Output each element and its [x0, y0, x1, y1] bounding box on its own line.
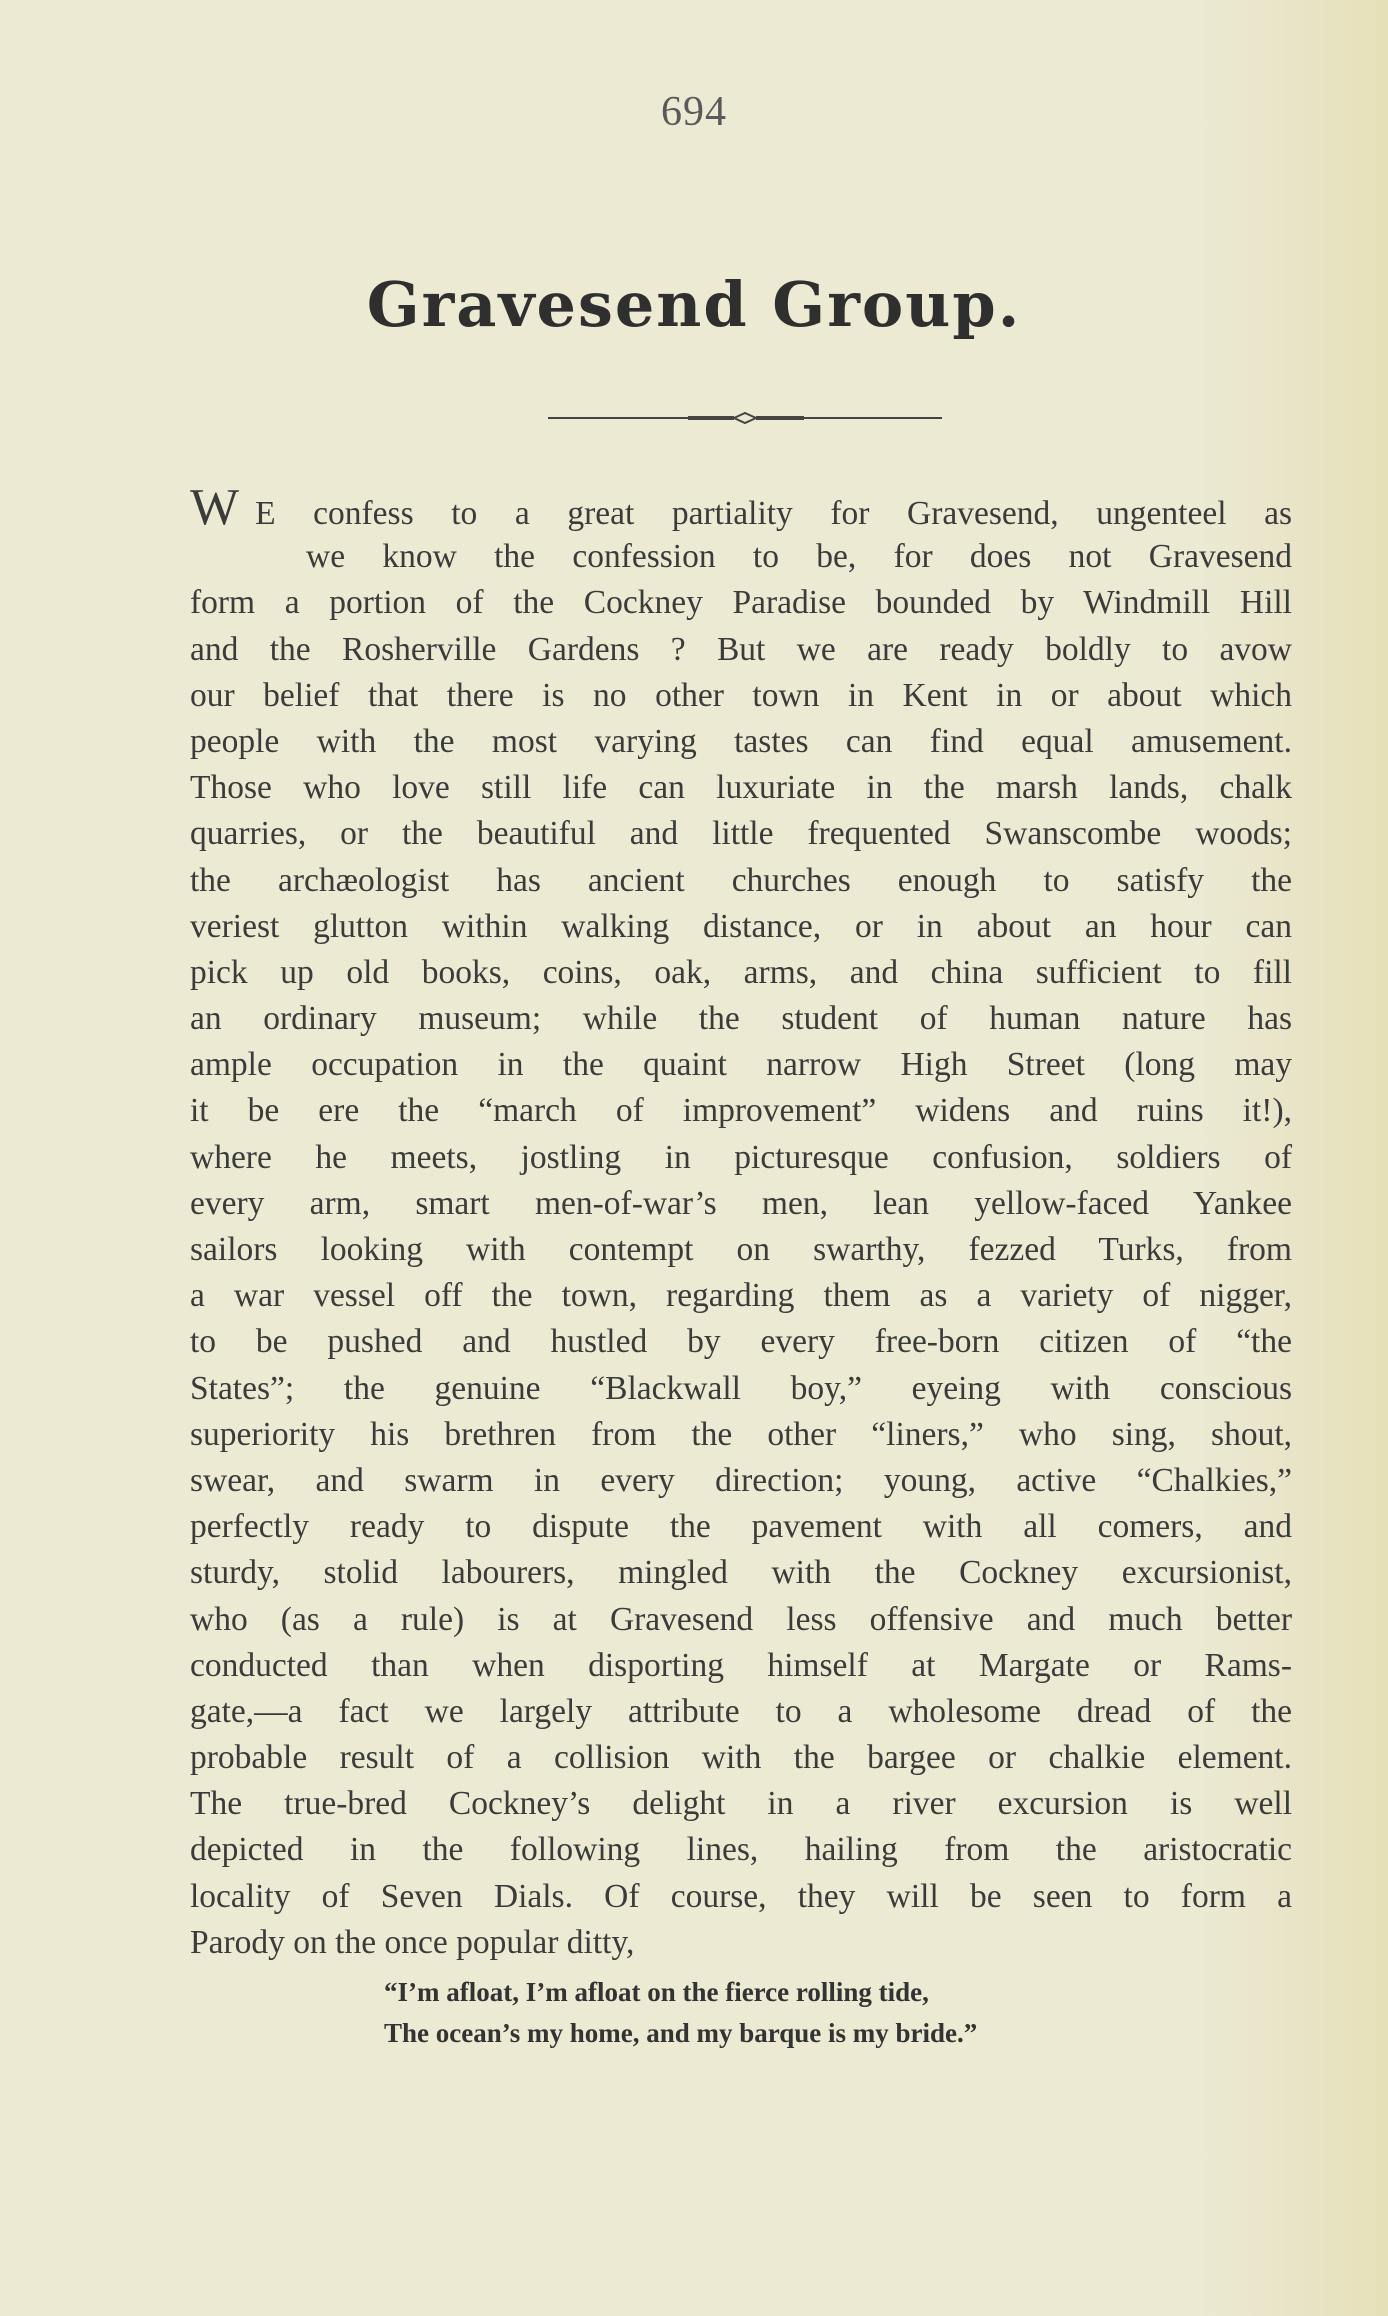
article-line: States”; the genuine “Blackwall boy,” eyeing with conscious — [190, 1369, 1292, 1407]
article-line: it be ere the “march of improvement” widens and ruins it!), — [190, 1092, 1292, 1130]
page-number: 694 — [661, 89, 727, 135]
verse-line: The ocean’s my home, and my barque is my bride.” — [384, 2018, 978, 2048]
article-line: to be pushed and hustled by every free-born citizen of “the — [190, 1323, 1292, 1361]
article-line: our belief that there is no other town in Kent in or about which — [190, 676, 1292, 714]
article-line: every arm, smart men-of-war’s men, lean yellow-faced Yankee — [190, 1184, 1292, 1222]
article-body — [190, 479, 1292, 1966]
article-line: who (as a rule) is at Gravesend less offensive and much better — [190, 1600, 1292, 1638]
article-line: an ordinary museum; while the student of human nature has — [190, 1000, 1292, 1038]
article-line: superiority his brethren from the other “liners,” who sing, shout, — [190, 1415, 1292, 1453]
article-line: Parody on the once popular ditty, — [190, 1923, 635, 1961]
article-line: probable result of a collision with the bargee or chalkie element. — [190, 1739, 1292, 1777]
article-line: W E confess to a great partiality for Gravesend, ungenteel as — [190, 479, 1292, 536]
article-line: where he meets, jostling in picturesque confusion, soldiers of — [190, 1138, 1292, 1176]
article-line: perfectly ready to dispute the pavement with all comers, and — [190, 1508, 1292, 1546]
article-line: sailors looking with contempt on swarthy, fezzed Turks, from — [190, 1231, 1292, 1268]
article-line: swear, and swarm in every direction; young, active “Chalkies,” — [190, 1461, 1292, 1499]
article-line: a war vessel off the town, regarding them as a variety of nigger, — [190, 1277, 1292, 1315]
article-line: people with the most varying tastes can find equal amusement. — [190, 722, 1292, 760]
article-line: The true-bred Cockney’s delight in a river excursion is well — [190, 1785, 1292, 1823]
article-line: ample occupation in the quaint narrow High Street (long may — [190, 1046, 1292, 1084]
page-title: Gravesend Group. — [366, 268, 1022, 341]
verse-line: “I’m afloat, I’m afloat on the fierce rolling tide, — [384, 1977, 929, 2007]
article-line: locality of Seven Dials. Of course, they will be seen to form a — [190, 1877, 1292, 1915]
title-divider-ornament — [548, 408, 942, 428]
article-line: the archæologist has ancient churches enough to satisfy the — [190, 861, 1292, 899]
article-line: veriest glutton within walking distance, or in about an hour can — [190, 907, 1292, 945]
article-line: gate,—a fact we largely attribute to a wholesome dread of the — [190, 1692, 1292, 1730]
article-line: sturdy, stolid labourers, mingled with the Cockney excursionist, — [190, 1554, 1292, 1592]
article-line: form a portion of the Cockney Paradise bounded by Windmill Hill — [190, 584, 1292, 622]
article-line: Those who love still life can luxuriate in the marsh lands, chalk — [190, 769, 1292, 807]
article-line: and the Rosherville Gardens ? But we are ready boldly to avow — [190, 630, 1292, 668]
drop-cap: W — [190, 479, 238, 536]
article-line: conducted than when disporting himself at Margate or Rams- — [190, 1646, 1292, 1684]
article-line: quarries, or the beautiful and little frequented Swanscombe woods; — [190, 815, 1292, 853]
article-line: we know the confession to be, for does not Gravesend — [306, 538, 1292, 576]
article-line: pick up old books, coins, oak, arms, and china sufficient to fill — [190, 953, 1292, 991]
quoted-verse — [384, 1972, 977, 2054]
article-line: depicted in the following lines, hailing from the aristocratic — [190, 1831, 1292, 1869]
